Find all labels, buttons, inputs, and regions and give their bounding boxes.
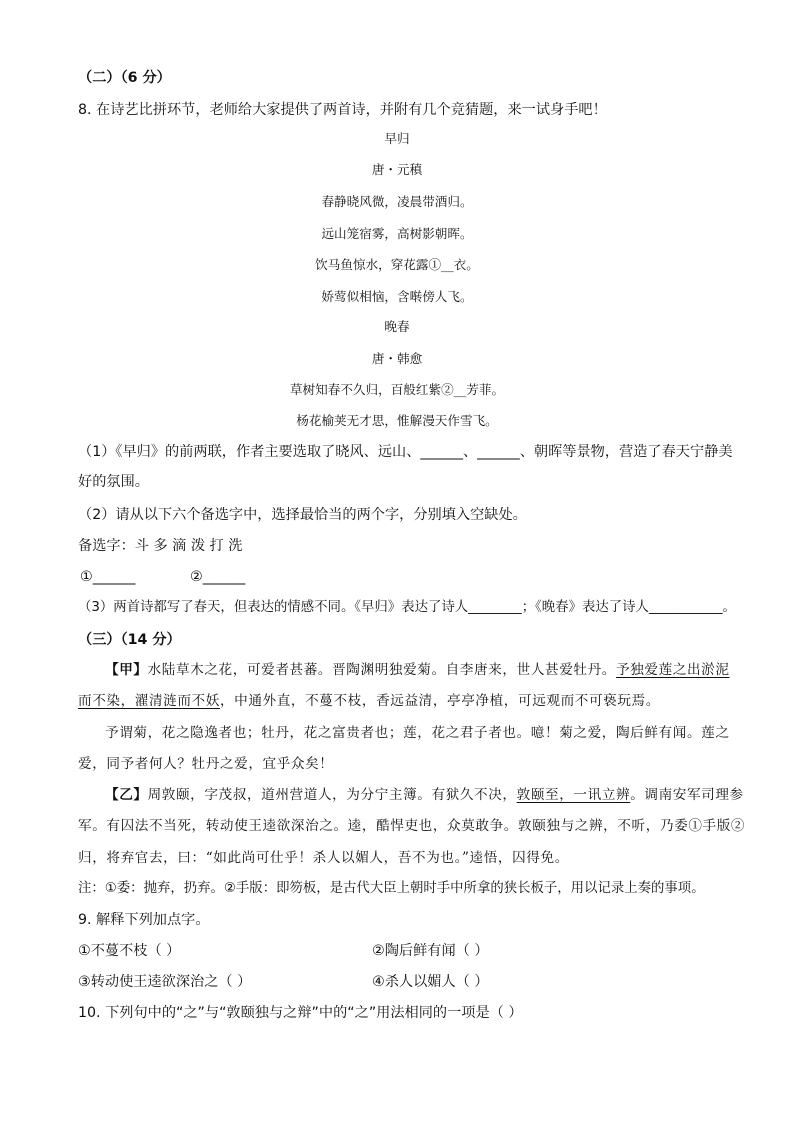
question-9-item-1: ①不蔓不枝（ ） bbox=[78, 943, 181, 959]
answer-blank-1: ①______ bbox=[80, 569, 136, 585]
poem-1-line-2: 远山笼宿雾，高树影朝晖。 bbox=[321, 226, 473, 241]
poem-1-title: 早归 bbox=[384, 131, 410, 146]
passage-jia-label: 【甲】 bbox=[105, 662, 148, 678]
passage-yi-line-2: 军。有囚法不当死，转动使王逵欲深治之。逵，酷悍吏也，众莫敢争。敦颐独与之辨，不听，乃委①手版② bbox=[78, 818, 746, 834]
poem-2-title: 晚春 bbox=[384, 319, 410, 334]
poem-1-line-3: 饮马鱼惊水，穿花露①__衣。 bbox=[315, 257, 479, 272]
poem-1-line-1: 春静晓风微，凌晨带酒归。 bbox=[321, 194, 473, 209]
passage-yi-label: 【乙】 bbox=[105, 787, 148, 803]
passage-jia-text-1: 水陆草木之花，可爱者甚蕃。晋陶渊明独爱菊。自李唐来，世人甚爱牡丹。 bbox=[147, 662, 616, 678]
question-9-item-2: ②陶后鲜有闻（ ） bbox=[372, 943, 489, 959]
passage-jia-line-1 bbox=[105, 660, 730, 680]
poem-1-author: 唐・元稹 bbox=[371, 162, 423, 177]
footnote: 注：①委：抛弃，扔弃。②手版：即笏板，是古代大臣上朝时手中所拿的狭长板子，用以记录上奏的事项。 bbox=[78, 881, 705, 896]
passage-jia-underlined-1: 予独爱莲之出淤泥 bbox=[616, 662, 730, 678]
answer-blank-2: ②______ bbox=[190, 569, 246, 585]
passage-jia-line-2 bbox=[78, 691, 660, 711]
question-8-2: （2）请从以下六个备选字中，选择最恰当的两个字，分别填入空缺处。 bbox=[78, 507, 527, 523]
poem-2-line-2: 杨花榆荚无才思，惟解漫天作雪飞。 bbox=[296, 413, 498, 428]
passage-yi-line-3: 归，将弃官去，曰：“如此尚可仕乎！杀人以媚人，吾不为也。”逵悟，囚得免。 bbox=[78, 850, 569, 866]
passage-yi-underlined: 敦颐至，一讯立辨 bbox=[516, 787, 631, 803]
section-2-heading: （二）（6 分） bbox=[78, 70, 171, 86]
passage-yi-line-1 bbox=[105, 785, 744, 805]
question-10: 10. 下列句中的“之”与“敦颐独与之辩”中的“之”用法相同的一项是（ ） bbox=[78, 1005, 523, 1021]
passage-jia-underlined-2: 而不染，濯清涟而不妖 bbox=[78, 693, 220, 709]
question-9-item-4: ④杀人以媚人（ ） bbox=[372, 974, 489, 990]
passage-yi-text-1b: 。调南安军司理参 bbox=[630, 787, 744, 803]
candidate-characters: 备选字：斗 多 滴 泼 打 洗 bbox=[78, 538, 243, 554]
question-9: 9. 解释下列加点字。 bbox=[78, 912, 210, 928]
question-8-intro: 8. 在诗艺比拼环节，老师给大家提供了两首诗，并附有几个竞猜题，来一试身手吧！ bbox=[78, 102, 607, 118]
question-8-1-line-2: 好的氛围。 bbox=[78, 474, 149, 490]
question-8-1-line-1: （1）《早归》的前两联，作者主要选取了晓风、远山、______、______、朝晖等景物，营造了春天宁静美 bbox=[78, 444, 733, 460]
question-8-3: （3）两首诗都写了春天，但表达的情感不同。《早归》表达了诗人________；《晚春》表达了诗人___________。 bbox=[78, 600, 736, 615]
poem-2-author: 唐・韩愈 bbox=[371, 351, 423, 366]
passage-jia-text-2: ，中通外直，不蔓不枝，香远益清，亭亭净植，可远观而不可亵玩焉。 bbox=[219, 693, 660, 709]
passage-yi-text-1a: 周敦颐，字茂叔，道州营道人，为分宁主簿。有狱久不决， bbox=[147, 787, 517, 803]
poem-2-line-1: 草树知春不久归，百般红紫②__芳菲。 bbox=[289, 382, 505, 397]
section-3-heading: （三）（14 分） bbox=[78, 632, 181, 648]
question-9-item-3: ③转动使王逵欲深治之（ ） bbox=[78, 974, 252, 990]
passage-jia-line-4: 爱，同予者何人？牡丹之爱，宜乎众矣！ bbox=[78, 756, 334, 772]
poem-1-line-4: 娇莺似相恼，含啭傍人飞。 bbox=[321, 289, 473, 304]
passage-jia-line-3: 予谓菊，花之隐逸者也；牡丹，花之富贵者也；莲，花之君子者也。噫！菊之爱，陶后鲜有闻。莲之 bbox=[105, 725, 730, 741]
